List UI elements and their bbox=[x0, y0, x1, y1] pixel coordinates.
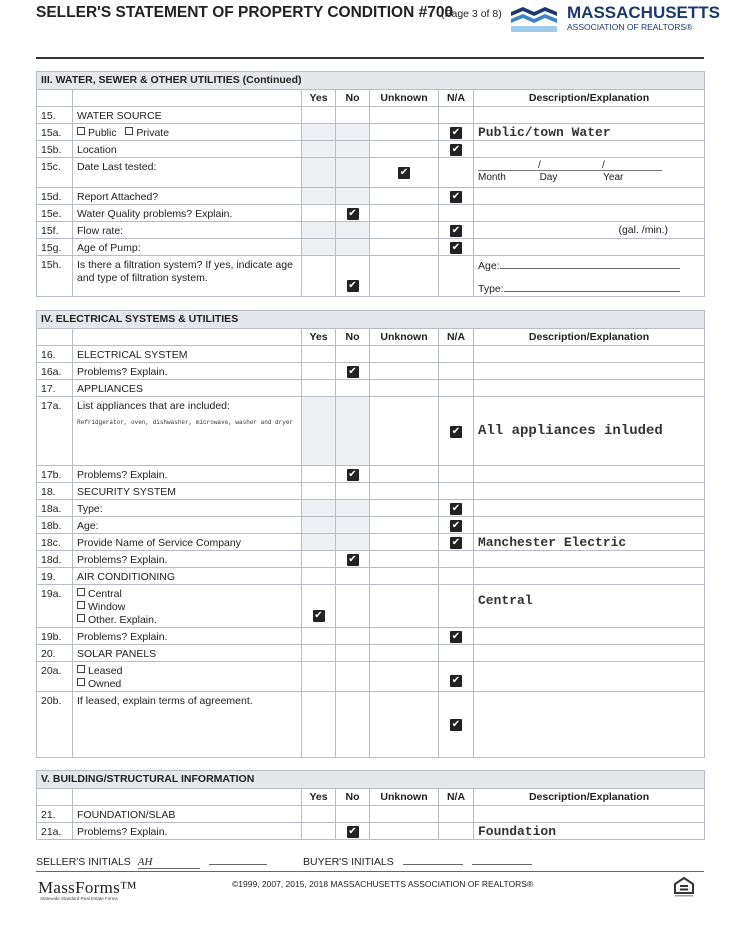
table-row bbox=[37, 568, 705, 585]
row-number: 17b. bbox=[37, 466, 73, 483]
col-yes: Yes bbox=[302, 789, 336, 806]
service-company-desc[interactable]: Manchester Electric bbox=[478, 535, 627, 550]
desc-cell[interactable] bbox=[474, 188, 705, 205]
check-na[interactable]: ✔ bbox=[451, 425, 461, 437]
check-unknown[interactable]: ✔ bbox=[399, 167, 409, 178]
org-name: MASSACHUSETTS bbox=[567, 3, 721, 22]
check-na[interactable]: ✔ bbox=[451, 536, 461, 548]
table-row bbox=[37, 380, 705, 397]
ac-options bbox=[73, 585, 302, 628]
row-label: Is there a filtration system? If yes, indicate age and type of filtration system. bbox=[73, 256, 302, 297]
date-separator: / bbox=[602, 160, 605, 171]
checkbox-other[interactable] bbox=[77, 614, 85, 622]
check-na[interactable]: ✔ bbox=[451, 630, 461, 642]
appliances-list-cell bbox=[73, 397, 302, 466]
row-number: 17a. bbox=[37, 397, 73, 466]
check-na[interactable]: ✔ bbox=[451, 675, 461, 686]
row-number: 20a. bbox=[37, 662, 73, 692]
table-row bbox=[37, 205, 705, 222]
col-unknown: Unknown bbox=[370, 90, 439, 107]
check-na[interactable]: ✔ bbox=[451, 241, 461, 253]
option-label: Leased bbox=[88, 665, 123, 677]
check-na[interactable]: ✔ bbox=[451, 143, 461, 155]
row-label: Provide Name of Service Company bbox=[73, 534, 302, 551]
checkbox-leased[interactable] bbox=[77, 665, 85, 673]
option-label: Private bbox=[136, 127, 170, 139]
col-no: No bbox=[336, 90, 370, 107]
row-label: SECURITY SYSTEM bbox=[73, 483, 302, 500]
buyer-initials-field-2[interactable] bbox=[472, 852, 532, 865]
check-no[interactable]: ✔ bbox=[348, 365, 357, 377]
col-na: N/A bbox=[439, 329, 474, 346]
check-no[interactable]: ✔ bbox=[348, 468, 357, 480]
row-label: Problems? Explain. bbox=[73, 551, 302, 568]
row-number: 15c. bbox=[37, 158, 73, 188]
month-label: Month bbox=[478, 172, 506, 183]
row-number: 15h. bbox=[37, 256, 73, 297]
form-title: SELLER'S STATEMENT OF PROPERTY CONDITION #700 bbox=[36, 4, 454, 21]
massforms-tagline: Statewide Standard Real Estate Forms bbox=[40, 896, 118, 901]
section-electrical-systems bbox=[36, 310, 705, 758]
section-building-structural bbox=[36, 770, 705, 840]
desc-cell[interactable] bbox=[474, 692, 705, 758]
check-na[interactable]: ✔ bbox=[451, 126, 461, 138]
checkbox-owned[interactable] bbox=[77, 678, 85, 686]
table-row bbox=[37, 551, 705, 568]
table-row bbox=[37, 363, 705, 380]
row-number: 18c. bbox=[37, 534, 73, 551]
table-row bbox=[37, 823, 705, 840]
day-label: Day bbox=[539, 172, 558, 183]
year-label: Year bbox=[603, 172, 624, 183]
seller-initials-label: SELLER'S INITIALS bbox=[36, 856, 131, 868]
table-row bbox=[37, 500, 705, 517]
flow-rate-field[interactable]: (gal. /min.) bbox=[474, 222, 705, 239]
footer-divider bbox=[36, 871, 704, 872]
table-row bbox=[37, 662, 705, 692]
table-row bbox=[37, 158, 705, 188]
row-label: Problems? Explain. bbox=[73, 823, 302, 840]
check-na[interactable]: ✔ bbox=[451, 502, 461, 514]
foundation-desc[interactable]: Foundation bbox=[478, 824, 557, 839]
option-label: Other. Explain. bbox=[88, 614, 157, 626]
row-number: 18. bbox=[37, 483, 73, 500]
row-number: 18a. bbox=[37, 500, 73, 517]
table-row bbox=[37, 107, 705, 124]
table-row bbox=[37, 188, 705, 205]
table-row bbox=[37, 239, 705, 256]
col-yes: Yes bbox=[302, 329, 336, 346]
row-label: Problems? Explain. bbox=[73, 363, 302, 380]
row-number: 19a. bbox=[37, 585, 73, 628]
row-number: 16. bbox=[37, 346, 73, 363]
row-label: Age of Pump: bbox=[73, 239, 302, 256]
row-label: Problems? Explain. bbox=[73, 466, 302, 483]
desc-cell[interactable] bbox=[474, 517, 705, 534]
option-label: Owned bbox=[88, 678, 122, 690]
option-label: Public bbox=[88, 127, 117, 139]
water-source-options bbox=[73, 124, 302, 141]
check-no[interactable]: ✔ bbox=[348, 207, 357, 219]
section-water-sewer-utilities bbox=[36, 71, 705, 297]
row-label: Type: bbox=[73, 500, 302, 517]
table-row bbox=[37, 806, 705, 823]
table-row bbox=[37, 692, 705, 758]
desc-cell[interactable] bbox=[474, 466, 705, 483]
solar-options bbox=[73, 662, 302, 692]
org-subtitle: ASSOCIATION OF REALTORS® bbox=[567, 22, 693, 32]
ac-desc[interactable]: Central bbox=[478, 593, 533, 608]
row-number: 20. bbox=[37, 645, 73, 662]
mar-logo-icon bbox=[509, 4, 559, 34]
row-number: 15b. bbox=[37, 141, 73, 158]
desc-cell[interactable] bbox=[474, 551, 705, 568]
row-label: List appliances that are included: bbox=[77, 400, 230, 412]
type-label: Type: bbox=[478, 283, 504, 295]
row-number: 15d. bbox=[37, 188, 73, 205]
col-description: Description/Explanation bbox=[474, 789, 705, 806]
check-na[interactable]: ✔ bbox=[451, 719, 461, 730]
row-number: 16a. bbox=[37, 363, 73, 380]
section-title: III. WATER, SEWER & OTHER UTILITIES (Continued) bbox=[37, 72, 705, 90]
desc-cell[interactable] bbox=[474, 662, 705, 692]
row-label: Water Quality problems? Explain. bbox=[73, 205, 302, 222]
filtration-field[interactable] bbox=[474, 256, 705, 297]
checkbox-central[interactable] bbox=[77, 588, 85, 596]
col-description: Description/Explanation bbox=[474, 329, 705, 346]
row-label: ELECTRICAL SYSTEM bbox=[73, 346, 302, 363]
section-title: V. BUILDING/STRUCTURAL INFORMATION bbox=[37, 771, 705, 789]
checkbox-window[interactable] bbox=[77, 601, 85, 609]
table-row bbox=[37, 397, 705, 466]
option-label: Window bbox=[88, 601, 126, 613]
checkbox-public[interactable] bbox=[77, 127, 85, 135]
seller-initials-field-2[interactable] bbox=[209, 852, 267, 865]
check-no[interactable]: ✔ bbox=[348, 280, 357, 291]
col-na: N/A bbox=[439, 90, 474, 107]
table-row bbox=[37, 346, 705, 363]
row-number: 19. bbox=[37, 568, 73, 585]
desc-cell[interactable] bbox=[474, 500, 705, 517]
copyright: ©1999, 2007, 2015, 2018 MASSACHUSETTS ASSOCIATION OF REALTORS® bbox=[232, 879, 534, 889]
equal-housing-icon bbox=[673, 876, 695, 898]
row-label: Report Attached? bbox=[73, 188, 302, 205]
age-label: Age: bbox=[478, 260, 500, 272]
checkbox-private[interactable] bbox=[125, 127, 133, 135]
appliances-note[interactable]: Refridgerator, oven, dishwasher, microwave, washer and dryer bbox=[77, 419, 294, 426]
date-separator: / bbox=[538, 160, 541, 171]
row-number: 15g. bbox=[37, 239, 73, 256]
section-title: IV. ELECTRICAL SYSTEMS & UTILITIES bbox=[37, 311, 705, 329]
table-row bbox=[37, 585, 705, 628]
table-row bbox=[37, 222, 705, 239]
desc-cell[interactable] bbox=[474, 141, 705, 158]
table-row bbox=[37, 534, 705, 551]
buyer-initials-label: BUYER'S INITIALS bbox=[303, 856, 394, 868]
row-number: 21a. bbox=[37, 823, 73, 840]
table-row bbox=[37, 645, 705, 662]
row-label: APPLIANCES bbox=[73, 380, 302, 397]
water-source-desc[interactable]: Public/town Water bbox=[478, 125, 611, 140]
check-no[interactable]: ✔ bbox=[348, 825, 357, 837]
option-label: Central bbox=[88, 588, 122, 600]
row-label: Age: bbox=[73, 517, 302, 534]
col-no: No bbox=[336, 789, 370, 806]
col-yes: Yes bbox=[302, 90, 336, 107]
date-tested-field[interactable] bbox=[474, 158, 705, 188]
col-unknown: Unknown bbox=[370, 329, 439, 346]
check-na[interactable]: ✔ bbox=[451, 190, 461, 202]
check-no[interactable]: ✔ bbox=[348, 553, 357, 565]
massforms-logo: MassForms™ bbox=[38, 878, 138, 897]
header-divider bbox=[36, 57, 704, 59]
row-number: 15e. bbox=[37, 205, 73, 222]
row-number: 18b. bbox=[37, 517, 73, 534]
desc-cell[interactable] bbox=[474, 363, 705, 380]
table-row bbox=[37, 256, 705, 297]
desc-cell[interactable] bbox=[474, 628, 705, 645]
col-no: No bbox=[336, 329, 370, 346]
row-label: Flow rate: bbox=[73, 222, 302, 239]
row-number: 15f. bbox=[37, 222, 73, 239]
check-yes[interactable]: ✔ bbox=[314, 610, 323, 621]
row-number: 20b. bbox=[37, 692, 73, 758]
page-indicator: (Page 3 of 8) bbox=[441, 8, 502, 20]
row-label: Date Last tested: bbox=[73, 158, 302, 188]
row-number: 18d. bbox=[37, 551, 73, 568]
col-na: N/A bbox=[439, 789, 474, 806]
appliances-desc[interactable]: All appliances inluded bbox=[478, 422, 663, 439]
seller-initials-value: AH bbox=[137, 856, 153, 868]
row-label: Problems? Explain. bbox=[73, 628, 302, 645]
buyer-initials bbox=[303, 852, 532, 868]
row-label: If leased, explain terms of agreement. bbox=[73, 692, 302, 758]
row-number: 17. bbox=[37, 380, 73, 397]
table-row bbox=[37, 466, 705, 483]
seller-initials-field-1[interactable] bbox=[138, 856, 200, 869]
table-row bbox=[37, 628, 705, 645]
table-row bbox=[37, 517, 705, 534]
row-number: 21. bbox=[37, 806, 73, 823]
desc-cell[interactable] bbox=[474, 239, 705, 256]
row-label: SOLAR PANELS bbox=[73, 645, 302, 662]
table-row bbox=[37, 483, 705, 500]
buyer-initials-field-1[interactable] bbox=[403, 852, 463, 865]
row-label: AIR CONDITIONING bbox=[73, 568, 302, 585]
col-unknown: Unknown bbox=[370, 789, 439, 806]
table-row bbox=[37, 141, 705, 158]
row-number: 19b. bbox=[37, 628, 73, 645]
check-na[interactable]: ✔ bbox=[451, 224, 461, 236]
row-number: 15. bbox=[37, 107, 73, 124]
seller-initials bbox=[36, 852, 267, 869]
check-na[interactable]: ✔ bbox=[451, 519, 461, 531]
row-label: Location bbox=[73, 141, 302, 158]
row-number: 15a. bbox=[37, 124, 73, 141]
col-description: Description/Explanation bbox=[474, 90, 705, 107]
row-label: FOUNDATION/SLAB bbox=[73, 806, 302, 823]
desc-cell[interactable] bbox=[474, 205, 705, 222]
table-row bbox=[37, 124, 705, 141]
row-label: WATER SOURCE bbox=[73, 107, 302, 124]
